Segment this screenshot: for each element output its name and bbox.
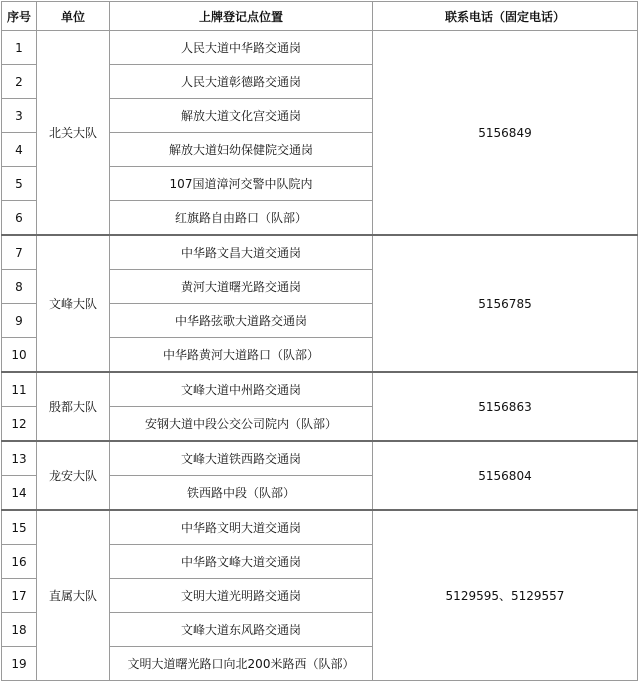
unit-cell: 直属大队 xyxy=(37,510,110,681)
seq-cell: 16 xyxy=(2,545,37,579)
location-cell: 解放大道妇幼保健院交通岗 xyxy=(110,133,373,167)
header-row xyxy=(2,2,638,31)
seq-cell: 13 xyxy=(2,441,37,476)
location-cell: 中华路黄河大道路口（队部） xyxy=(110,338,373,373)
location-cell: 中华路文明大道交通岗 xyxy=(110,510,373,545)
location-cell: 铁西路中段（队部） xyxy=(110,476,373,511)
seq-cell: 2 xyxy=(2,65,37,99)
seq-cell: 4 xyxy=(2,133,37,167)
table-row xyxy=(2,441,638,476)
unit-cell: 殷都大队 xyxy=(37,372,110,441)
location-cell: 文峰大道中州路交通岗 xyxy=(110,372,373,407)
location-cell: 文峰大道东风路交通岗 xyxy=(110,613,373,647)
seq-cell: 6 xyxy=(2,201,37,236)
location-cell: 安钢大道中段公交公司院内（队部） xyxy=(110,407,373,442)
location-cell: 文明大道光明路交通岗 xyxy=(110,579,373,613)
location-cell: 文明大道曙光路口向北200米路西（队部） xyxy=(110,647,373,681)
location-cell: 黄河大道曙光路交通岗 xyxy=(110,270,373,304)
seq-cell: 7 xyxy=(2,235,37,270)
seq-cell: 8 xyxy=(2,270,37,304)
phone-cell: 5129595、5129557 xyxy=(373,510,638,681)
seq-cell: 5 xyxy=(2,167,37,201)
phone-cell: 5156863 xyxy=(373,372,638,441)
header-unit: 单位 xyxy=(37,2,110,31)
unit-cell: 北关大队 xyxy=(37,31,110,236)
location-cell: 文峰大道铁西路交通岗 xyxy=(110,441,373,476)
seq-cell: 11 xyxy=(2,372,37,407)
location-cell: 解放大道文化宫交通岗 xyxy=(110,99,373,133)
seq-cell: 15 xyxy=(2,510,37,545)
seq-cell: 12 xyxy=(2,407,37,442)
seq-cell: 10 xyxy=(2,338,37,373)
unit-cell: 文峰大队 xyxy=(37,235,110,372)
location-cell: 中华路文峰大道交通岗 xyxy=(110,545,373,579)
seq-cell: 18 xyxy=(2,613,37,647)
phone-cell: 5156849 xyxy=(373,31,638,236)
location-cell: 红旗路自由路口（队部） xyxy=(110,201,373,236)
table-row xyxy=(2,372,638,407)
phone-cell: 5156804 xyxy=(373,441,638,510)
table-row xyxy=(2,31,638,65)
seq-cell: 14 xyxy=(2,476,37,511)
registration-points-table xyxy=(1,1,638,681)
location-cell: 中华路弦歌大道路交通岗 xyxy=(110,304,373,338)
seq-cell: 3 xyxy=(2,99,37,133)
seq-cell: 1 xyxy=(2,31,37,65)
phone-cell: 5156785 xyxy=(373,235,638,372)
header-location: 上牌登记点位置 xyxy=(110,2,373,31)
seq-cell: 17 xyxy=(2,579,37,613)
table-row xyxy=(2,235,638,270)
unit-cell: 龙安大队 xyxy=(37,441,110,510)
seq-cell: 19 xyxy=(2,647,37,681)
table-row xyxy=(2,510,638,545)
registration-table-wrapper xyxy=(1,1,638,681)
location-cell: 人民大道彰德路交通岗 xyxy=(110,65,373,99)
location-cell: 人民大道中华路交通岗 xyxy=(110,31,373,65)
location-cell: 107国道漳河交警中队院内 xyxy=(110,167,373,201)
location-cell: 中华路文昌大道交通岗 xyxy=(110,235,373,270)
header-phone: 联系电话（固定电话） xyxy=(373,2,638,31)
seq-cell: 9 xyxy=(2,304,37,338)
header-seq: 序号 xyxy=(2,2,37,31)
table-body xyxy=(2,31,638,681)
